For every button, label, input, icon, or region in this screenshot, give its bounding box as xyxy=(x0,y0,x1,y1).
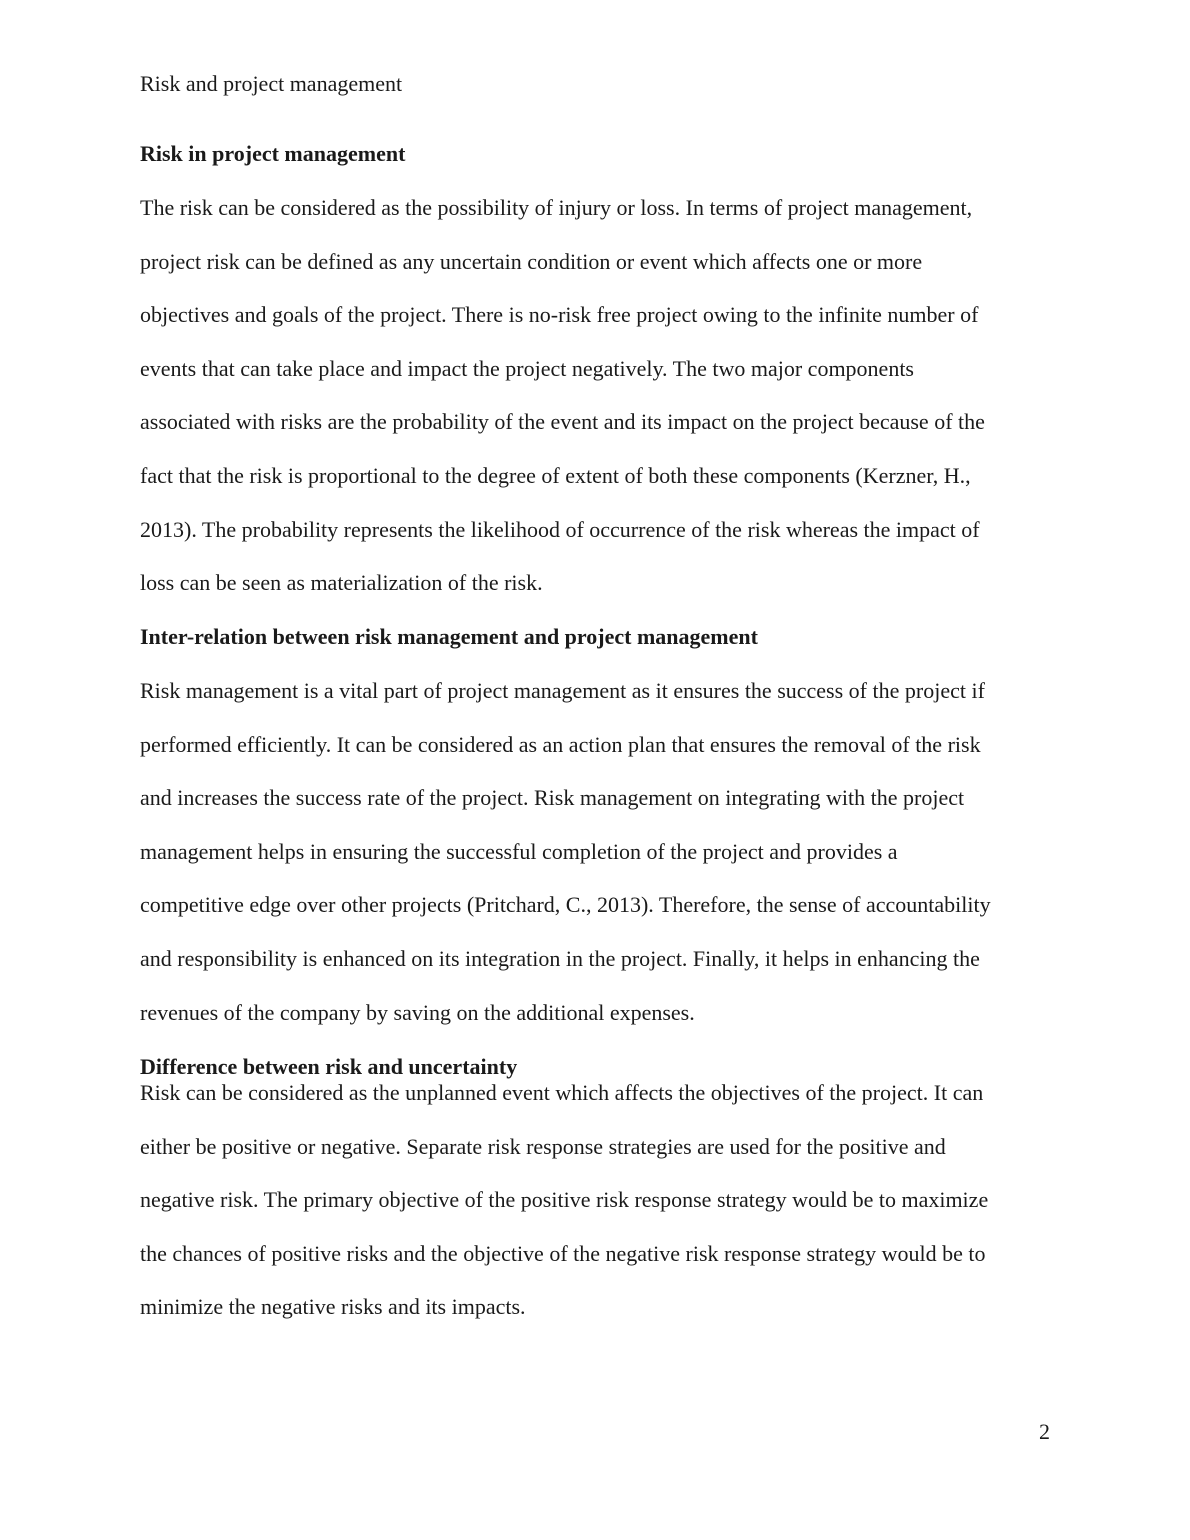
paragraph-line: The risk can be considered as the possibility of injury or loss. In terms of project management, xyxy=(140,195,973,220)
page-number: 2 xyxy=(1039,1419,1050,1444)
paragraph-line: negative risk. The primary objective of the positive risk response strategy would be to maximize xyxy=(140,1187,989,1213)
paragraph-line: Risk management is a vital part of project management as it ensures the success of the project if xyxy=(140,678,985,703)
paragraph-line: Risk can be considered as the unplanned event which affects the objectives of the project. It can xyxy=(140,1080,984,1105)
paragraph-line: loss can be seen as materialization of the risk. xyxy=(140,570,543,596)
section-paragraph-risk-vs-uncertainty xyxy=(140,1079,1060,1347)
paragraph-line: associated with risks are the probability of the event and its impact on the project because of the xyxy=(140,409,985,435)
running-head: Risk and project management xyxy=(140,71,403,96)
section-heading-risk-in-project-management: Risk in project management xyxy=(140,141,406,166)
paragraph-line: competitive edge over other projects (Pritchard, C., 2013). Therefore, the sense of accountability xyxy=(140,892,991,918)
paragraph-line: and increases the success rate of the project. Risk management on integrating with the project xyxy=(140,785,965,811)
section-paragraph-risk-in-project-management xyxy=(140,194,1060,623)
paragraph-line: events that can take place and impact the project negatively. The two major components xyxy=(140,355,914,381)
section-paragraph-inter-relation xyxy=(140,677,1060,1052)
paragraph-line: the chances of positive risks and the objective of the negative risk response strategy would be to xyxy=(140,1240,986,1266)
paragraph-line: project risk can be defined as any uncertain condition or event which affects one or more xyxy=(140,248,923,274)
section-heading-inter-relation: Inter-relation between risk management and project management xyxy=(140,624,758,649)
paragraph-line: fact that the risk is proportional to the degree of extent of both these components (Kerzner, H., xyxy=(140,462,971,488)
paragraph-line: minimize the negative risks and its impacts. xyxy=(140,1294,526,1320)
paragraph-line: revenues of the company by saving on the additional expenses. xyxy=(140,999,695,1025)
section-heading-risk-vs-uncertainty: Difference between risk and uncertainty xyxy=(140,1054,518,1079)
paragraph-line: and responsibility is enhanced on its integration in the project. Finally, it helps in enhancing the xyxy=(140,945,980,971)
paragraph-line: 2013). The probability represents the likelihood of occurrence of the risk whereas the impact of xyxy=(140,516,980,542)
paragraph-line: either be positive or negative. Separate risk response strategies are used for the positive and xyxy=(140,1133,946,1159)
paragraph-line: management helps in ensuring the successful completion of the project and provides a xyxy=(140,838,898,864)
paragraph-line: performed efficiently. It can be considered as an action plan that ensures the removal of the risk xyxy=(140,731,981,757)
paragraph-line: objectives and goals of the project. There is no-risk free project owing to the infinite number of xyxy=(140,302,979,328)
